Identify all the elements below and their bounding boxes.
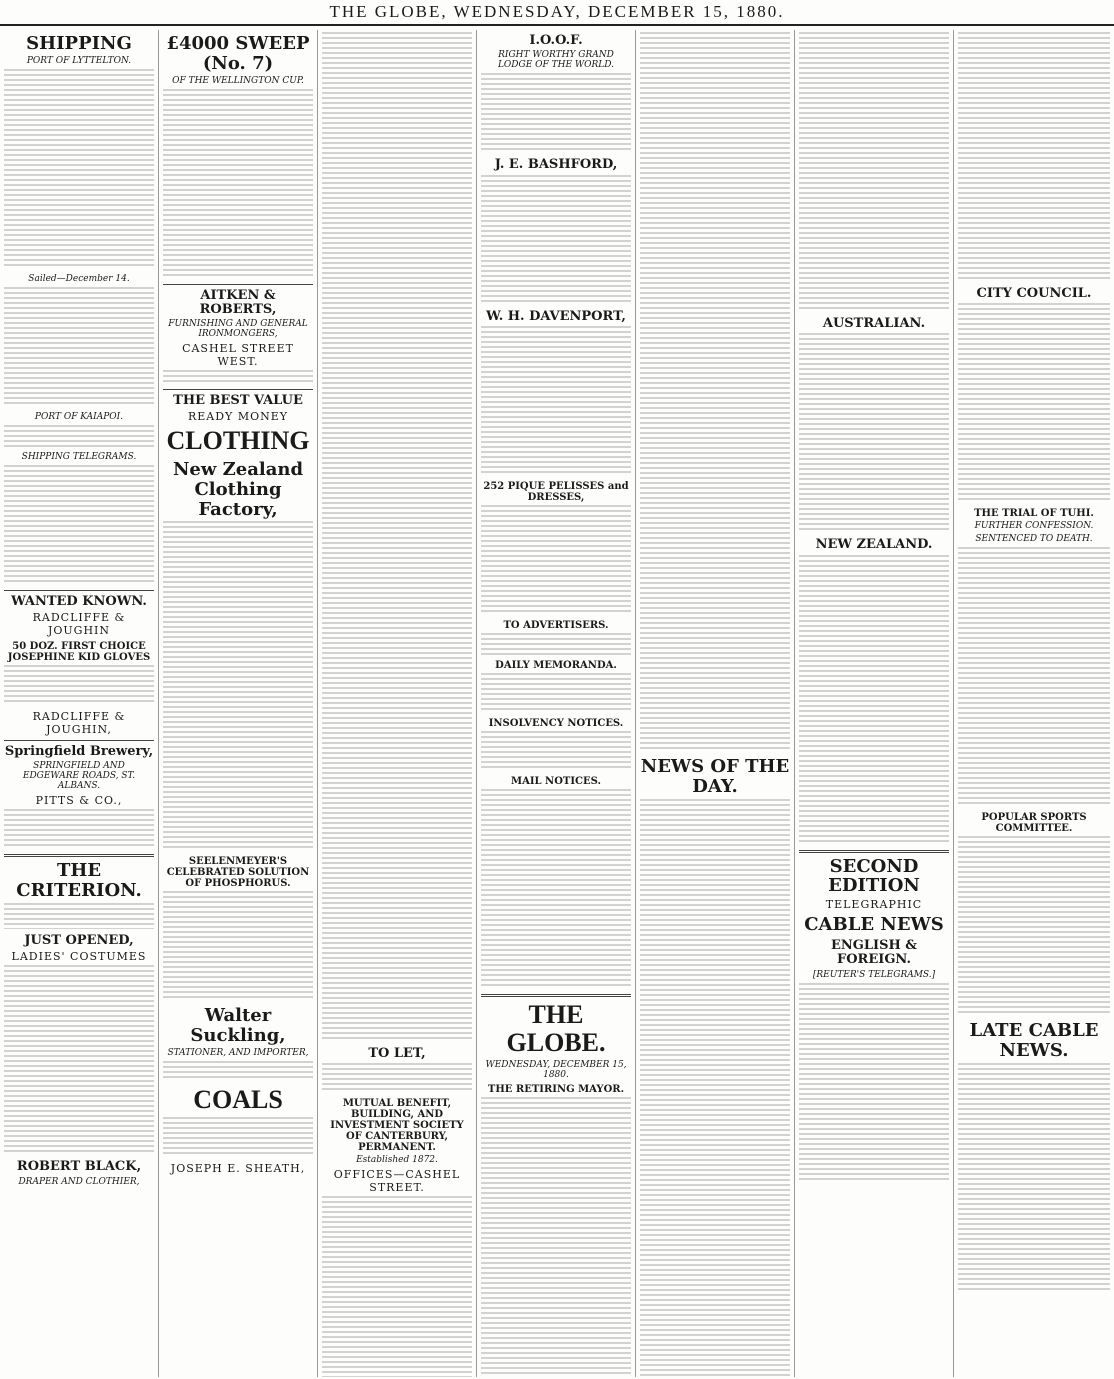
newspaper-masthead: THE GLOBE, WEDNESDAY, DECEMBER 15, 1880.: [0, 0, 1114, 26]
walter-suckling-subtitle: STATIONER, AND IMPORTER,: [167, 1048, 309, 1059]
criterion-ad-title: THE CRITERION.: [16, 860, 142, 902]
nz-continued-text: [958, 32, 1110, 282]
phosphorus-ad-heading: SEELENMEYER'S CELEBRATED SOLUTION OF PHOSPHORUS.: [166, 856, 310, 890]
aitken-ad-title: AITKEN & ROBERTS,: [199, 287, 277, 317]
clothing-heading: CLOTHING: [166, 426, 310, 456]
news-continued-text: [799, 32, 949, 312]
popular-sports-heading: POPULAR SPORTS COMMITTEE.: [981, 812, 1087, 835]
criterion-text: [4, 903, 154, 929]
ioof-heading: I.O.O.F.: [529, 33, 583, 48]
bashford-ad-title: J. E. BASHFORD,: [494, 157, 618, 173]
brewery-ad-title: Springfield Brewery,: [4, 744, 154, 760]
new-zealand-heading: NEW ZEALAND.: [815, 537, 933, 553]
memoranda-heading: DAILY MEMORANDA.: [495, 659, 617, 671]
sweep-text: [163, 89, 313, 279]
bashford-text: [481, 175, 631, 305]
radcliffe-ad-signature: RADCLIFFE & JOUGHIN,: [32, 710, 126, 737]
advertisers-heading: TO ADVERTISERS.: [503, 619, 609, 631]
coals-text: [163, 1117, 313, 1157]
lodge-heading: RIGHT WORTHY GRAND LODGE OF THE WORLD.: [497, 50, 615, 71]
divider: [4, 590, 154, 591]
insolvency-text: [481, 731, 631, 771]
kaiapoi-text: [4, 425, 154, 447]
costumes-text: [4, 965, 154, 1155]
brewery-ad-address: SPRINGFIELD AND EDGEWARE ROADS, ST. ALBANS.: [22, 761, 136, 792]
wanted-ads-text: [322, 32, 472, 1042]
late-cable-news-heading: LATE CABLE NEWS.: [969, 1020, 1099, 1062]
telegraphic-heading: TELEGRAPHIC: [825, 898, 923, 912]
divider: [4, 740, 154, 741]
column-5: [636, 30, 795, 1377]
mail-text: [481, 789, 631, 989]
phosphorus-text: [163, 891, 313, 1001]
divider: [163, 284, 313, 285]
mutual-text: [322, 1196, 472, 1377]
mutual-offices: OFFICES—CASHEL STREET.: [333, 1168, 461, 1195]
telegrams-text: [4, 465, 154, 585]
coals-ad-title: COALS: [193, 1085, 283, 1115]
divider: [799, 850, 949, 853]
nz-clothing-factory-heading: New Zealand Clothing Factory,: [172, 459, 304, 520]
ready-money-heading: READY MONEY: [187, 410, 289, 424]
kaiapoi-heading: PORT OF KAIAPOI.: [34, 411, 124, 422]
australian-text: [799, 333, 949, 533]
tuhi-text: [958, 547, 1110, 807]
best-value-heading: THE BEST VALUE: [173, 393, 303, 409]
editorial-continued-text: [640, 32, 790, 752]
australian-heading: AUSTRALIAN.: [822, 316, 926, 331]
gloves-text: [4, 665, 154, 705]
kid-gloves-ad: 50 DOZ. FIRST CHOICE JOSEPHINE KID GLOVES: [7, 641, 151, 664]
walter-text: [163, 1061, 313, 1081]
to-let-text: [322, 1063, 472, 1093]
just-opened-heading: JUST OPENED,: [24, 932, 134, 948]
page-columns: [0, 30, 1114, 1377]
davenport-text: [481, 326, 631, 476]
english-foreign-heading: ENGLISH & FOREIGN.: [830, 937, 918, 968]
column-2: [159, 30, 318, 1377]
sailed-text: [4, 287, 154, 407]
mutual-benefit-heading: MUTUAL BENEFIT, BUILDING, AND INVESTMENT SOCIETY OF CANTERBURY, PERMANENT.: [330, 1098, 464, 1154]
section-heading-shipping: SHIPPING: [26, 33, 132, 54]
retiring-mayor-heading: THE RETIRING MAYOR.: [487, 1084, 625, 1096]
telegrams-heading: SHIPPING TELEGRAMS.: [21, 451, 137, 462]
to-let-heading: TO LET,: [368, 1046, 426, 1061]
column-7: [954, 30, 1114, 1377]
cable-text: [799, 983, 949, 1183]
pelisses-ad-heading: 252 PIQUE PELISSES and DRESSES,: [483, 480, 629, 503]
brewery-text: [4, 809, 154, 849]
pelisses-text: [481, 505, 631, 615]
globe-editorial-date: WEDNESDAY, DECEMBER 15, 1880.: [485, 1060, 627, 1081]
divider: [481, 994, 631, 997]
globe-editorial-title: THE GLOBE.: [506, 999, 606, 1058]
port-heading: PORT OF LYTTELTON.: [26, 55, 132, 66]
divider: [163, 389, 313, 390]
walter-suckling-ad-title: Walter Suckling,: [190, 1005, 286, 1047]
tuhi-trial-heading: THE TRIAL OF TUHI.: [974, 508, 1094, 520]
cable-news-heading: CABLE NEWS: [804, 914, 944, 936]
column-4: [477, 30, 636, 1377]
aitken-text: [163, 370, 313, 384]
wanted-known-heading: WANTED KNOWN.: [11, 593, 147, 609]
divider: [4, 854, 154, 857]
aitken-ad-subtitle: FURNISHING AND GENERAL IRONMONGERS,: [168, 319, 308, 340]
pitts-ad-name: PITTS & CO.,: [35, 794, 123, 808]
sweep-ad-subtitle: OF THE WELLINGTON CUP.: [172, 75, 304, 86]
shipping-text: [4, 69, 154, 269]
insolvency-heading: INSOLVENCY NOTICES.: [488, 717, 624, 729]
aitken-ad-address: CASHEL STREET WEST.: [182, 342, 294, 369]
lodge-text: [481, 73, 631, 153]
column-6: [795, 30, 954, 1377]
column-3: [318, 30, 477, 1377]
news-of-the-day-heading: NEWS OF THE DAY.: [640, 756, 790, 797]
sheath-ad-name: JOSEPH E. SHEATH,: [170, 1161, 306, 1175]
sentenced-subheading: SENTENCED TO DEATH.: [975, 534, 1093, 545]
reuters-heading: [REUTER'S TELEGRAMS.]: [812, 969, 936, 980]
tuhi-subheading: FURTHER CONFESSION.: [974, 521, 1094, 532]
nz-text: [799, 555, 949, 845]
robert-black-ad-name: ROBERT BLACK,: [16, 1159, 142, 1175]
city-council-heading: CITY COUNCIL.: [976, 286, 1092, 301]
advertisers-text: [481, 633, 631, 655]
ladies-costumes-heading: LADIES' COSTUMES: [11, 950, 147, 964]
radcliffe-ad-title: RADCLIFFE & JOUGHIN: [32, 611, 126, 638]
council-text: [958, 303, 1110, 503]
mutual-established: Established 1872.: [356, 1155, 438, 1166]
draper-subtitle: DRAPER AND CLOTHIER,: [18, 1176, 140, 1187]
davenport-ad-title: W. H. DAVENPORT,: [486, 308, 626, 324]
editorial-text: [481, 1097, 631, 1377]
second-edition-heading: SECOND EDITION: [828, 855, 920, 897]
late-cable-text: [958, 1063, 1110, 1293]
sailed-heading: Sailed—December 14.: [28, 273, 130, 284]
memoranda-text: [481, 673, 631, 713]
news-text: [640, 799, 790, 1377]
clothing-text: [163, 521, 313, 851]
column-1: [0, 30, 159, 1377]
sweep-ad-title: £4000 SWEEP (No. 7): [166, 33, 310, 74]
sports-text: [958, 836, 1110, 1016]
mail-notices-heading: MAIL NOTICES.: [511, 775, 601, 787]
